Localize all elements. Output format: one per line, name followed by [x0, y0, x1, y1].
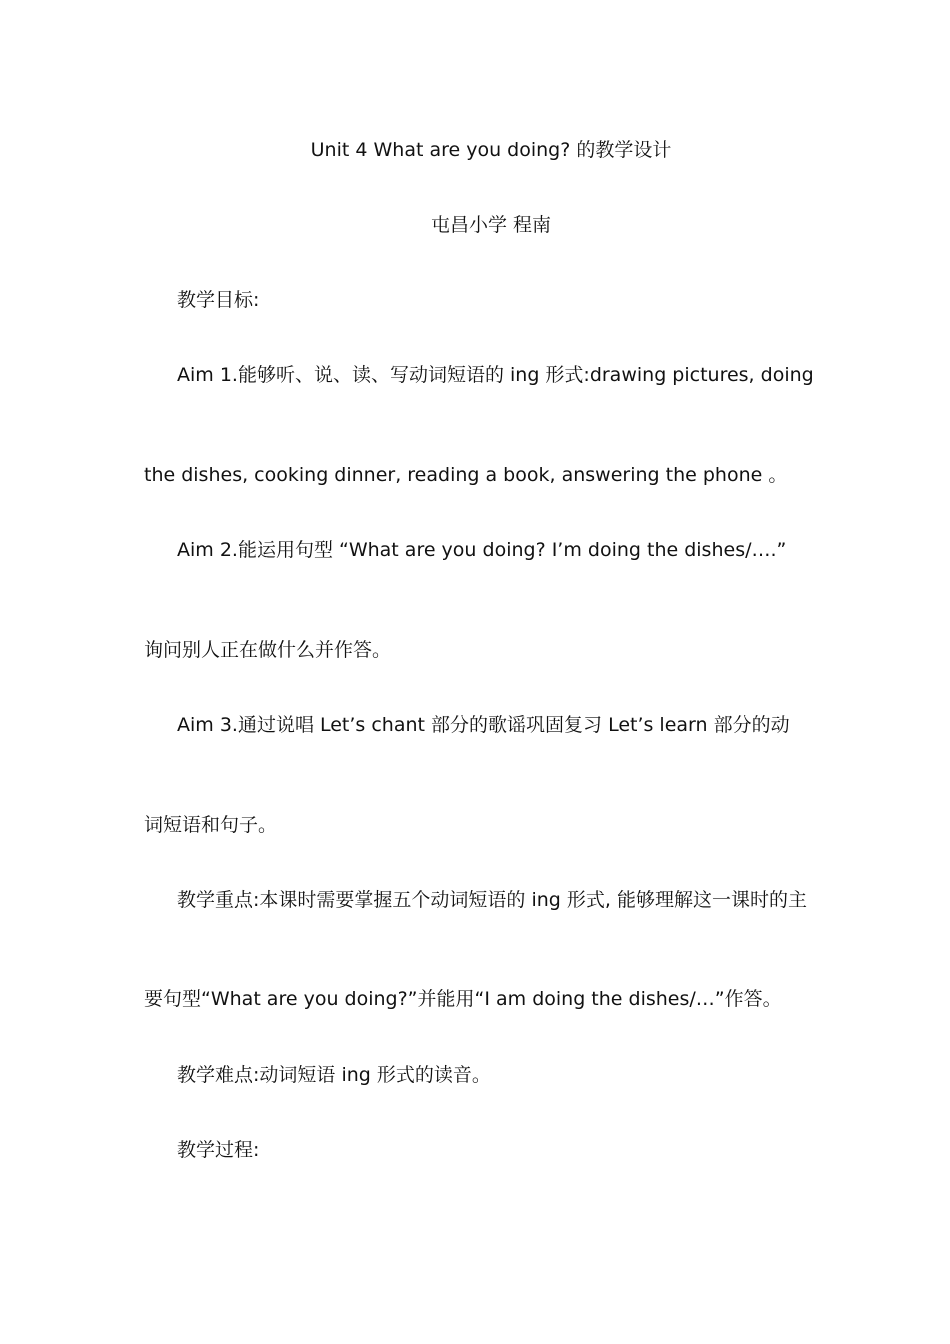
aim3-line1: Aim 3.通过说唱 Let’s chant 部分的歌谣巩固复习 Let’s learn 部分的动 — [177, 714, 790, 736]
aim2-line1: Aim 2.能运用句型 “What are you doing? I’m doing the dishes/….” — [177, 539, 787, 561]
key-points-line1: 教学重点:本课时需要掌握五个动词短语的 ing 形式, 能够理解这一课时的主 — [177, 889, 807, 911]
aim1-line1: Aim 1.能够听、说、读、写动词短语的 ing 形式:drawing pictures, doing — [177, 364, 814, 386]
process-heading: 教学过程: — [177, 1139, 260, 1161]
aim2-line2: 询问别人正在做什么并作答。 — [144, 639, 392, 661]
author-line: 屯昌小学 程南 — [430, 214, 552, 236]
aim3-line2: 词短语和句子。 — [144, 814, 278, 836]
aim1-line2: the dishes, cooking dinner, reading a book, answering the phone 。 — [144, 464, 788, 486]
key-points-line2: 要句型“What are you doing?”并能用“I am doing the dishes/…”作答。 — [144, 988, 782, 1010]
difficulty-line: 教学难点:动词短语 ing 形式的读音。 — [177, 1064, 491, 1086]
document-title: Unit 4 What are you doing? 的教学设计 — [310, 139, 672, 161]
objectives-heading: 教学目标: — [177, 289, 260, 311]
